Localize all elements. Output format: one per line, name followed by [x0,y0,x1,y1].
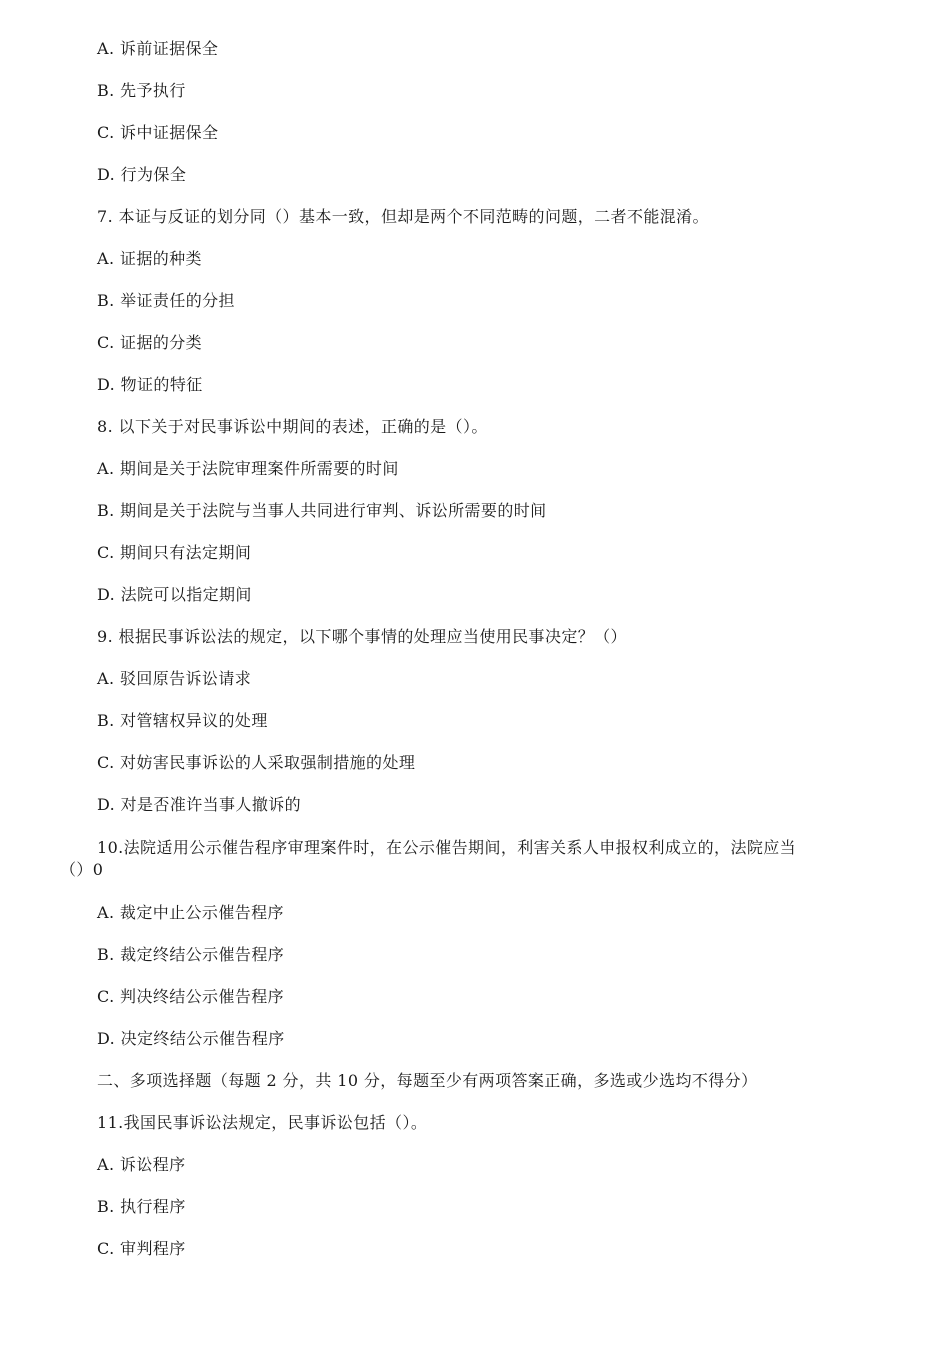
question-10-continuation: （）0 [60,860,104,879]
q9-option-c: C. 对妨害民事诉讼的人采取强制措施的处理 [97,753,416,772]
q11-option-b: B. 执行程序 [97,1197,186,1216]
q6-option-c: C. 诉中证据保全 [97,123,219,142]
q6-option-b: B. 先予执行 [97,81,186,100]
q8-option-d: D. 法院可以指定期间 [97,585,252,604]
q7-option-a: A. 证据的种类 [97,249,202,268]
q8-option-c: C. 期间只有法定期间 [97,543,252,562]
q8-option-b: B. 期间是关于法院与当事人共同进行审判、诉讼所需要的时间 [97,501,547,520]
q10-option-a: A. 裁定中止公示催告程序 [97,903,284,922]
q9-option-a: A. 驳回原告诉讼请求 [97,669,252,688]
q7-option-b: B. 举证责任的分担 [97,291,235,310]
question-7: 7. 本证与反证的划分同（）基本一致，但却是两个不同范畴的问题，二者不能混淆。 [97,207,709,226]
q10-option-d: D. 决定终结公示催告程序 [97,1029,285,1048]
q7-option-c: C. 证据的分类 [97,333,203,352]
question-9: 9. 根据民事诉讼法的规定，以下哪个事情的处理应当使用民事决定？（） [97,627,627,646]
question-11: 11.我国民事诉讼法规定，民事诉讼包括（）。 [97,1113,428,1132]
question-10: 10.法院适用公示催告程序审理案件时，在公示催告期间，利害关系人申报权利成立的，法院应当 [97,838,797,857]
q9-option-d: D. 对是否准许当事人撤诉的 [97,795,302,814]
q8-option-a: A. 期间是关于法院审理案件所需要的时间 [97,459,399,478]
q6-option-a: A. 诉前证据保全 [97,39,219,58]
q6-option-d: D. 行为保全 [97,165,187,184]
q11-option-c: C. 审判程序 [97,1239,186,1258]
q7-option-d: D. 物证的特征 [97,375,203,394]
question-8: 8. 以下关于对民事诉讼中期间的表述，正确的是（）。 [97,417,488,436]
q9-option-b: B. 对管辖权异议的处理 [97,711,268,730]
section-heading-multiple-choice: 二、多项选择题（每题 2 分，共 10 分，每题至少有两项答案正确，多选或少选均不得分） [97,1071,758,1090]
q11-option-a: A. 诉讼程序 [97,1155,186,1174]
q10-option-c: C. 判决终结公示催告程序 [97,987,285,1006]
q10-option-b: B. 裁定终结公示催告程序 [97,945,285,964]
